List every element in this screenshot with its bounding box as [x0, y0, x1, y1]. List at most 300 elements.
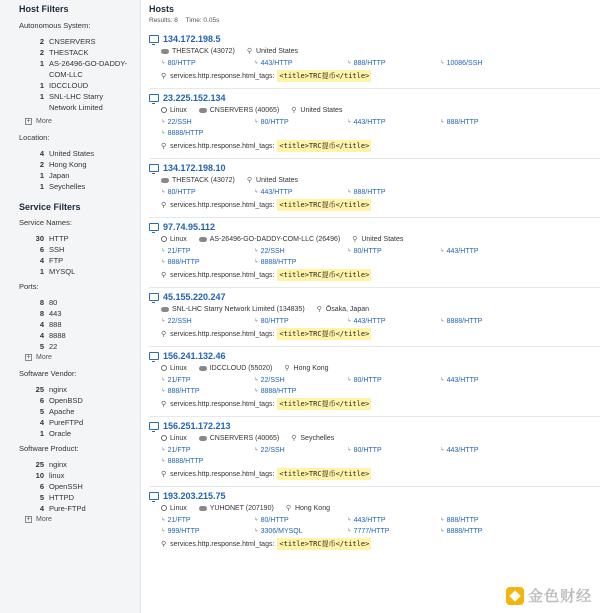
host-card: [149, 218, 600, 288]
matched-field-value: <title>TRC提币</title>: [279, 540, 370, 548]
service-port-icon: ↳: [254, 248, 259, 254]
host-os: Linux: [170, 364, 187, 372]
filter-count: 5: [39, 493, 44, 502]
filter-label: Seychelles: [49, 182, 86, 191]
filter-count: 6: [39, 482, 44, 491]
host-location: Ōsaka, Japan: [325, 305, 370, 313]
host-list: [149, 30, 600, 556]
host-as: CNSERVERS (40065): [209, 106, 280, 114]
filter-count: 1: [39, 59, 44, 68]
filter-count: 25: [35, 385, 44, 394]
matched-field: [149, 328, 600, 340]
service-link[interactable]: ↳ 888/HTTP: [161, 259, 200, 266]
service-port-icon: ↳: [254, 119, 259, 125]
service-port-icon: ↳: [347, 528, 352, 534]
filter-count: 4: [39, 320, 44, 329]
service-link[interactable]: ↳ 443/HTTP: [440, 377, 479, 384]
service-port-icon: ↳: [347, 189, 352, 195]
search-icon: ⚲: [161, 143, 167, 150]
service-port-icon: ↳: [347, 119, 352, 125]
monitor-icon: [149, 422, 159, 430]
matched-field-name: services.http.response.html_tags:: [170, 271, 275, 279]
os-icon: [161, 236, 167, 242]
host-as: CNSERVERS (40065): [209, 434, 280, 442]
filter-count: 4: [39, 331, 44, 340]
filter-item[interactable]: [19, 470, 140, 481]
matched-field-value: <title>TRC提币</title>: [279, 142, 370, 150]
product-more-button[interactable]: + More: [26, 516, 52, 523]
filter-label: Japan: [49, 171, 70, 180]
service-list: [149, 117, 600, 139]
host-card: [149, 159, 600, 218]
filter-count: 8: [39, 298, 44, 307]
filter-count: 4: [39, 149, 44, 158]
hosts-panel: [141, 0, 600, 613]
service-link[interactable]: ↳ 80/HTTP: [347, 248, 382, 255]
filter-label: United States: [49, 149, 95, 158]
service-port-icon: ↳: [254, 528, 259, 534]
filter-item[interactable]: [19, 330, 140, 341]
filter-label: Apache: [49, 407, 75, 416]
host-ip-link[interactable]: 156.251.172.213: [163, 421, 231, 431]
matched-field-value: <title>TRC提币</title>: [279, 72, 370, 80]
filter-label: IDCCLOUD: [49, 81, 89, 90]
service-filters-title: Service Filters: [19, 202, 81, 212]
as-more-button[interactable]: + More: [26, 118, 52, 125]
service-port-icon: ↳: [347, 60, 352, 66]
host-as: AS-26496-GO-DADDY-COM-LLC (26496): [209, 235, 341, 243]
filter-count: 4: [39, 256, 44, 265]
os-icon: [161, 505, 167, 511]
matched-field: [149, 269, 600, 281]
filter-count: 4: [39, 418, 44, 427]
search-icon: ⚲: [161, 73, 167, 80]
host-location: Hong Kong: [294, 504, 330, 512]
filter-item[interactable]: [19, 492, 140, 503]
product-list: [19, 459, 140, 514]
service-link[interactable]: ↳ 888/HTTP: [440, 119, 479, 126]
matched-field-value: <title>TRC提币</title>: [279, 201, 370, 209]
service-port-icon: ↳: [254, 447, 259, 453]
filter-item[interactable]: [19, 233, 140, 244]
host-ip-link[interactable]: 45.155.220.247: [163, 292, 226, 302]
filter-item[interactable]: [19, 395, 140, 406]
host-as: IDCCLOUD (55020): [209, 364, 273, 372]
matched-field-name: services.http.response.html_tags:: [170, 330, 275, 338]
host-os: Linux: [170, 434, 187, 442]
expand-icon: +: [26, 516, 31, 523]
service-list: [149, 246, 600, 268]
search-icon: ⚲: [161, 471, 167, 478]
filter-item[interactable]: [19, 341, 140, 352]
matched-field-value: <title>TRC提币</title>: [279, 271, 370, 279]
filter-item[interactable]: [19, 181, 140, 192]
location-pin-icon: ⚲: [291, 107, 297, 114]
service-port-icon: ↳: [254, 377, 259, 383]
filter-item[interactable]: [19, 481, 140, 492]
vendor-label: Software Vendor:: [19, 369, 77, 378]
results-count: Results: 8: [149, 17, 178, 24]
host-card: [149, 30, 600, 89]
service-link[interactable]: ↳ 80/HTTP: [347, 377, 382, 384]
service-link[interactable]: ↳ 443/HTTP: [254, 189, 293, 196]
filter-item[interactable]: [19, 47, 140, 58]
service-list: [149, 515, 600, 537]
service-list: [149, 58, 600, 69]
filter-item[interactable]: [19, 58, 140, 80]
service-list: [149, 187, 600, 198]
service-port-icon: ↳: [161, 259, 166, 265]
service-port-icon: ↳: [440, 517, 445, 523]
location-pin-icon: ⚲: [316, 306, 322, 313]
service-link[interactable]: ↳ 8888/HTTP: [254, 388, 297, 395]
service-port-icon: ↳: [161, 318, 166, 324]
filter-item[interactable]: [19, 319, 140, 330]
watermark-text: 金色财经: [527, 587, 592, 605]
matched-field: [149, 140, 600, 152]
service-link[interactable]: ↳ 22/SSH: [254, 377, 285, 384]
watermark-logo-icon: [506, 587, 524, 605]
filter-label: 80: [49, 298, 58, 307]
matched-field-name: services.http.response.html_tags:: [170, 400, 275, 408]
service-link[interactable]: ↳ 8888/HTTP: [161, 458, 204, 465]
service-link[interactable]: ↳ 888/HTTP: [161, 388, 200, 395]
matched-field-value: <title>TRC提币</title>: [279, 330, 370, 338]
matched-field-value: <title>TRC提币</title>: [279, 470, 370, 478]
service-link[interactable]: ↳ 80/HTTP: [254, 517, 289, 524]
filters-sidebar: [0, 0, 141, 613]
service-port-icon: ↳: [440, 60, 445, 66]
filter-count: 8: [39, 309, 44, 318]
host-location: Seychelles: [300, 434, 335, 442]
host-ip-link[interactable]: 156.241.132.46: [163, 351, 226, 361]
service-names-list: [19, 233, 140, 277]
host-as: THESTACK (43072): [172, 47, 235, 55]
service-port-icon: ↳: [440, 377, 445, 383]
host-os: Linux: [170, 504, 187, 512]
filter-item[interactable]: [19, 80, 140, 91]
service-link[interactable]: ↳ 443/HTTP: [440, 248, 479, 255]
filter-label: 888: [49, 320, 62, 329]
monitor-icon: [149, 164, 159, 172]
matched-field-name: services.http.response.html_tags:: [170, 201, 275, 209]
cloud-icon: [161, 178, 169, 183]
as-filter-label: Autonomous System:: [19, 21, 91, 30]
host-ip-link[interactable]: 134.172.198.5: [163, 34, 221, 44]
filter-item[interactable]: [19, 308, 140, 319]
location-pin-icon: ⚲: [246, 177, 253, 184]
service-port-icon: ↳: [161, 60, 166, 66]
location-filter-label: Location:: [19, 133, 50, 142]
host-filters-title: Host Filters: [19, 4, 69, 14]
host-ip-link[interactable]: 193.203.215.75: [163, 491, 226, 501]
host-location: Hong Kong: [293, 364, 329, 372]
service-port-icon: ↳: [161, 458, 166, 464]
service-link[interactable]: ↳ 8888/HTTP: [254, 259, 297, 266]
query-time: Time: 0.05s: [185, 17, 220, 24]
filter-label: SNL-LHC Starry Network Limited: [49, 92, 104, 112]
host-as: THESTACK (43072): [172, 176, 235, 184]
service-link[interactable]: ↳ 22/SSH: [161, 318, 192, 325]
cloud-icon: [199, 237, 207, 242]
host-as: SNL-LHC Starry Network Limited (134835): [172, 305, 305, 313]
filter-item[interactable]: [19, 406, 140, 417]
service-link[interactable]: ↳ 888/HTTP: [347, 189, 386, 196]
as-filter-list: [19, 36, 140, 113]
filter-label: nginx: [49, 460, 67, 469]
service-link[interactable]: ↳ 8888/HTTP: [440, 318, 483, 325]
filter-count: 2: [39, 160, 44, 169]
host-location: United States: [256, 47, 299, 55]
filter-label: SSH: [49, 245, 65, 254]
filter-label: Oracle: [49, 429, 72, 438]
filter-item[interactable]: [19, 91, 140, 113]
service-link[interactable]: ↳ 21/FTP: [161, 517, 191, 524]
service-list: [149, 375, 600, 397]
filter-item[interactable]: [19, 148, 140, 159]
service-link[interactable]: ↳ 3306/MYSQL: [254, 528, 303, 535]
search-icon: ⚲: [161, 202, 167, 209]
vendor-list: [19, 384, 140, 439]
service-port-icon: ↳: [347, 447, 352, 453]
host-card: [149, 89, 600, 159]
filter-item[interactable]: [19, 159, 140, 170]
service-port-icon: ↳: [161, 248, 166, 254]
search-icon: ⚲: [161, 401, 167, 408]
service-link[interactable]: ↳ 21/FTP: [161, 377, 191, 384]
search-icon: ⚲: [161, 541, 167, 548]
service-port-icon: ↳: [254, 517, 259, 523]
filter-label: PureFTPd: [49, 418, 84, 427]
product-label: Software Product:: [19, 444, 79, 453]
results-summary: [149, 17, 600, 24]
host-as: YUHONET (207190): [209, 504, 274, 512]
matched-field: [149, 199, 600, 211]
monitor-icon: [149, 352, 159, 360]
filter-label: MYSQL: [49, 267, 76, 276]
location-pin-icon: ⚲: [291, 435, 297, 442]
filter-label: Pure-FTPd: [49, 504, 86, 513]
filter-label: Hong Kong: [49, 160, 87, 169]
filter-count: 1: [39, 429, 44, 438]
filter-label: CNSERVERS: [49, 37, 96, 46]
page-title: Hosts: [149, 4, 175, 14]
filter-count: 5: [39, 342, 44, 351]
host-card: [149, 288, 600, 347]
service-port-icon: ↳: [254, 189, 259, 195]
filter-count: 6: [39, 245, 44, 254]
matched-field: [149, 70, 600, 82]
service-link[interactable]: ↳ 999/HTTP: [161, 528, 200, 535]
filter-count: 1: [39, 81, 44, 90]
service-port-icon: ↳: [440, 119, 445, 125]
service-port-icon: ↳: [161, 119, 166, 125]
service-link[interactable]: ↳ 443/HTTP: [347, 517, 386, 524]
host-ip-link[interactable]: 23.225.152.134: [163, 93, 226, 103]
matched-field-value: <title>TRC提币</title>: [279, 400, 370, 408]
monitor-icon: [149, 223, 159, 231]
filter-label: OpenSSH: [49, 482, 83, 491]
host-location: United States: [361, 235, 404, 243]
ports-label: Ports:: [19, 282, 39, 291]
service-port-icon: ↳: [161, 528, 166, 534]
service-link[interactable]: ↳ 22/SSH: [254, 447, 285, 454]
filter-item[interactable]: [19, 244, 140, 255]
service-port-icon: ↳: [254, 318, 259, 324]
service-port-icon: ↳: [440, 528, 445, 534]
matched-field: [149, 538, 600, 550]
os-icon: [161, 435, 167, 441]
service-link[interactable]: ↳ 80/HTTP: [161, 60, 196, 67]
ports-more-button[interactable]: + More: [26, 354, 52, 361]
service-link[interactable]: ↳ 10086/SSH: [440, 60, 483, 67]
filter-label: 443: [49, 309, 62, 318]
matched-field-name: services.http.response.html_tags:: [170, 540, 275, 548]
service-port-icon: ↳: [440, 447, 445, 453]
filter-count: 30: [35, 234, 44, 243]
expand-icon: +: [26, 118, 31, 125]
monitor-icon: [149, 94, 159, 102]
filter-item[interactable]: [19, 297, 140, 308]
monitor-icon: [149, 492, 159, 500]
host-card: [149, 487, 600, 556]
service-port-icon: ↳: [347, 377, 352, 383]
service-port-icon: ↳: [347, 318, 352, 324]
service-link[interactable]: ↳ 21/FTP: [161, 248, 191, 255]
filter-count: 1: [39, 182, 44, 191]
service-port-icon: ↳: [347, 248, 352, 254]
service-port-icon: ↳: [161, 388, 166, 394]
service-link[interactable]: ↳ 443/HTTP: [254, 60, 293, 67]
service-link[interactable]: ↳ 21/FTP: [161, 447, 191, 454]
location-filter-list: [19, 148, 140, 192]
monitor-icon: [149, 35, 159, 43]
os-icon: [161, 107, 167, 113]
service-port-icon: ↳: [161, 130, 166, 136]
filter-item[interactable]: [19, 428, 140, 439]
filter-count: 2: [39, 37, 44, 46]
filter-count: 1: [39, 171, 44, 180]
filter-item[interactable]: [19, 384, 140, 395]
service-link[interactable]: ↳ 8888/HTTP: [440, 528, 483, 535]
matched-field-name: services.http.response.html_tags:: [170, 72, 275, 80]
service-link[interactable]: ↳ 22/SSH: [161, 119, 192, 126]
filter-label: OpenBSD: [49, 396, 83, 405]
service-link[interactable]: ↳ 8888/HTTP: [161, 130, 204, 137]
filter-item[interactable]: [19, 417, 140, 428]
filter-item[interactable]: [19, 503, 140, 514]
filter-item[interactable]: [19, 255, 140, 266]
filter-item[interactable]: [19, 459, 140, 470]
service-port-icon: ↳: [161, 377, 166, 383]
service-link[interactable]: ↳ 80/HTTP: [254, 119, 289, 126]
service-link[interactable]: ↳ 80/HTTP: [161, 189, 196, 196]
search-icon: ⚲: [161, 272, 167, 279]
service-link[interactable]: ↳ 443/HTTP: [347, 318, 386, 325]
matched-field-name: services.http.response.html_tags:: [170, 142, 275, 150]
host-card: [149, 417, 600, 487]
service-link[interactable]: ↳ 22/SSH: [254, 248, 285, 255]
service-link[interactable]: ↳ 443/HTTP: [440, 447, 479, 454]
location-pin-icon: ⚲: [246, 48, 253, 55]
host-os: Linux: [170, 235, 187, 243]
service-link[interactable]: ↳ 80/HTTP: [347, 447, 382, 454]
service-port-icon: ↳: [161, 189, 166, 195]
cloud-icon: [199, 436, 207, 441]
filter-count: 1: [39, 92, 44, 101]
filter-count: 6: [39, 396, 44, 405]
service-link[interactable]: ↳ 888/HTTP: [440, 517, 479, 524]
filter-count: 4: [39, 504, 44, 513]
filter-label: AS-26496-GO-DADDY-COM-LLC: [49, 59, 128, 79]
service-port-icon: ↳: [161, 447, 166, 453]
filter-count: 5: [39, 407, 44, 416]
matched-field: [149, 468, 600, 480]
location-pin-icon: ⚲: [285, 505, 291, 512]
filter-label: nginx: [49, 385, 67, 394]
filter-label: FTP: [49, 256, 64, 265]
matched-field: [149, 398, 600, 410]
service-port-icon: ↳: [254, 60, 259, 66]
host-location: United States: [256, 176, 299, 184]
service-names-label: Service Names:: [19, 218, 72, 227]
cloud-icon: [161, 49, 169, 54]
cloud-icon: [199, 108, 207, 113]
location-pin-icon: ⚲: [284, 365, 290, 372]
service-port-icon: ↳: [440, 318, 445, 324]
search-icon: ⚲: [161, 331, 167, 338]
host-ip-link[interactable]: 134.172.198.10: [163, 163, 226, 173]
expand-icon: +: [26, 354, 31, 361]
os-icon: [161, 365, 167, 371]
matched-field-name: services.http.response.html_tags:: [170, 470, 275, 478]
service-port-icon: ↳: [161, 517, 166, 523]
host-card: [149, 347, 600, 417]
filter-label: 8888: [49, 331, 66, 340]
filter-label: HTTP: [49, 234, 69, 243]
service-port-icon: ↳: [347, 517, 352, 523]
service-list: [149, 316, 600, 327]
filter-count: 25: [35, 460, 44, 469]
ports-list: [19, 297, 140, 352]
cloud-icon: [199, 366, 207, 371]
filter-count: 10: [35, 471, 44, 480]
filter-label: linux: [49, 471, 65, 480]
filter-label: 22: [49, 342, 58, 351]
host-os: Linux: [170, 106, 187, 114]
filter-count: 2: [39, 48, 44, 57]
filter-item[interactable]: [19, 36, 140, 47]
service-list: [149, 445, 600, 467]
filter-item[interactable]: [19, 266, 140, 277]
service-link[interactable]: ↳ 7777/HTTP: [347, 528, 390, 535]
cloud-icon: [199, 506, 207, 511]
filter-label: HTTPD: [49, 493, 74, 502]
service-port-icon: ↳: [254, 259, 259, 265]
service-link[interactable]: ↳ 80/HTTP: [254, 318, 289, 325]
location-pin-icon: ⚲: [352, 236, 358, 243]
service-port-icon: ↳: [440, 248, 445, 254]
watermark: [506, 585, 592, 606]
cloud-icon: [161, 307, 169, 312]
service-link[interactable]: ↳ 888/HTTP: [347, 60, 386, 67]
monitor-icon: [149, 293, 159, 301]
filter-item[interactable]: [19, 170, 140, 181]
host-ip-link[interactable]: 97.74.95.112: [163, 222, 216, 232]
filter-label: THESTACK: [49, 48, 89, 57]
service-port-icon: ↳: [254, 388, 259, 394]
service-link[interactable]: ↳ 443/HTTP: [347, 119, 386, 126]
